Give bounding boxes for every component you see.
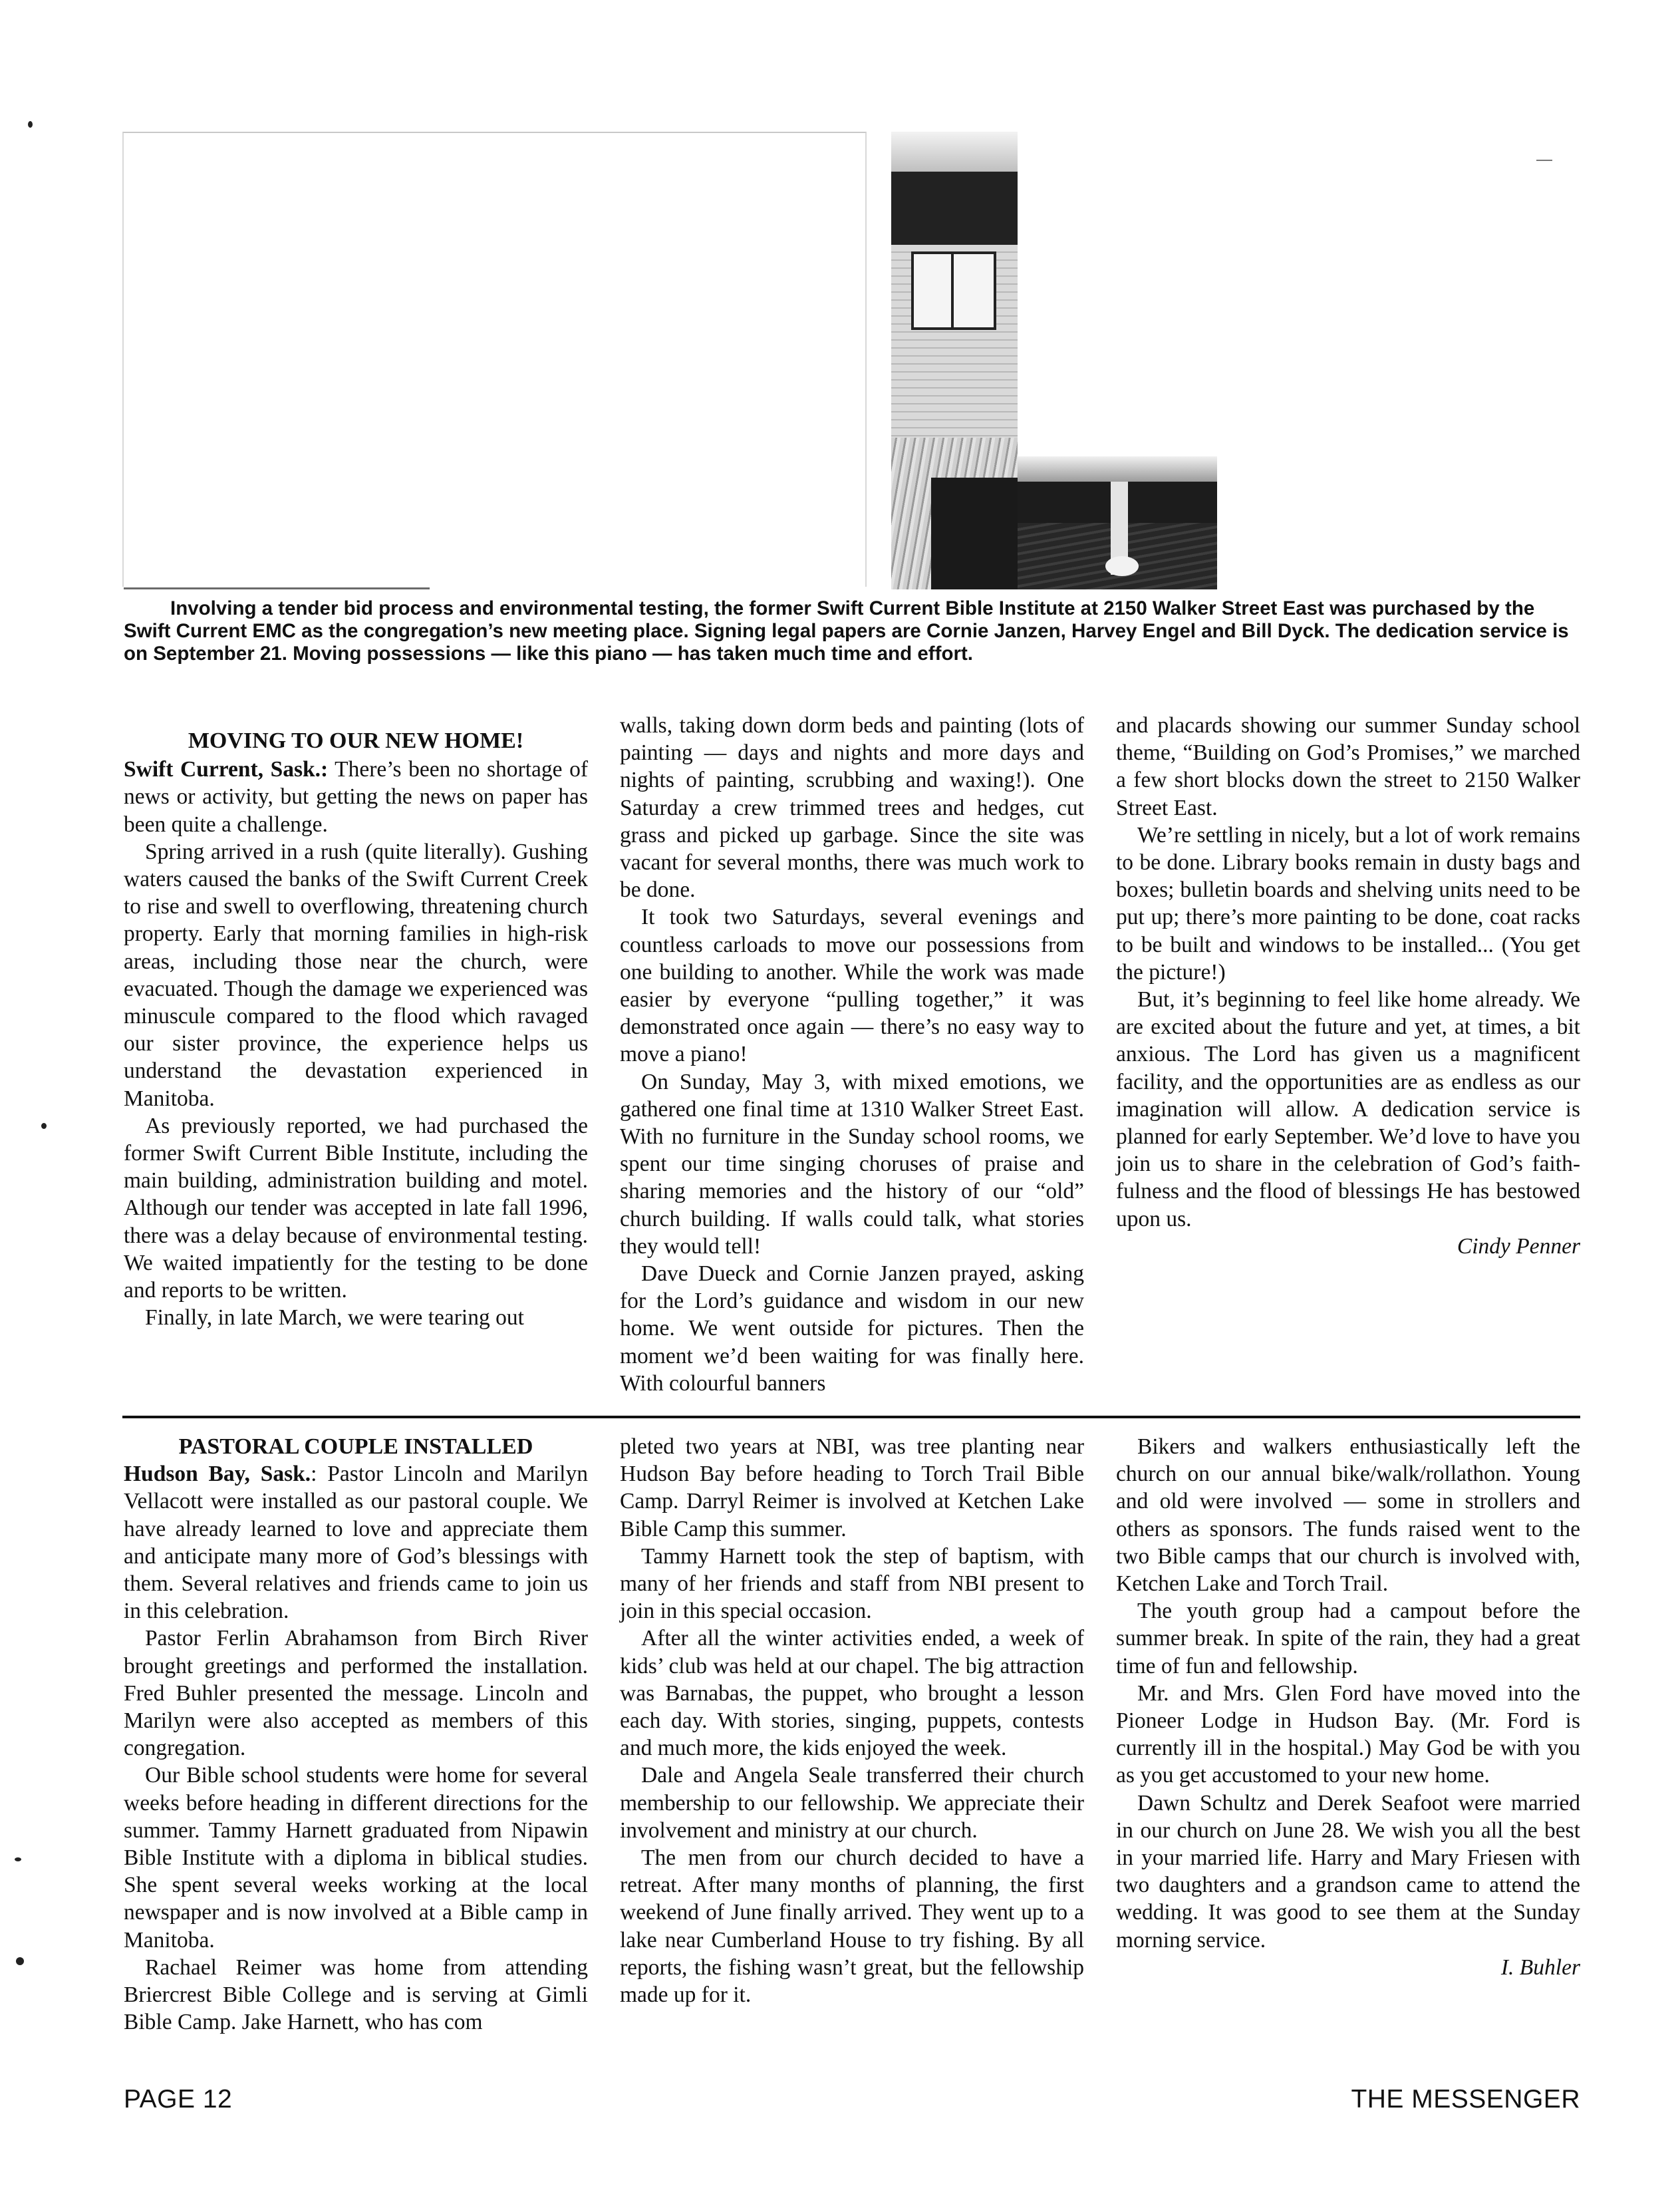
article2-paragraph: The youth group had a campout before the summer break. In spite of the rain, they had a great time of fun and fellowship.	[1116, 1599, 1580, 1678]
article2-headline: PASTORAL COUPLE INSTALLED	[178, 1434, 533, 1459]
article2-paragraph: Dawn Schultz and Derek Seafoot were married in our church on June 28. We wish you all the best in your married life. Harry and Mary Friesen with two daughters and a grandson came to attend the wedding. It was good to see them at the Sunday morning service.	[1116, 1790, 1580, 1953]
article2-lead-paragraph: Hudson Bay, Sask.: Pastor Lincoln and Marilyn Vellacott were installed as our pastoral couple. We have already learned to love and appreciate them and anticipate many more of God’s blessings with them. Several relatives and friends came to join us in this celebration.	[124, 1462, 588, 1624]
photo-base-line	[124, 587, 430, 589]
scan-speck	[16, 1957, 24, 1965]
article2-column-3	[1116, 1433, 1580, 1981]
article2-paragraph: Bikers and walkers enthusiastically left the church on our annual bike/walk/rollathon. Young and old were involved — some in strollers and others as sponsors. The funds raised went to the two Bible camps that our church is involved with, Ketchen Lake and Torch Trail.	[1116, 1434, 1580, 1597]
article-photo	[122, 132, 1579, 589]
article2-paragraph: pleted two years at NBI, was tree planting near Hudson Bay before heading to Torch Trail Bible Camp. Darryl Reimer is involved at Ketchen Lake Bible Camp this summer.	[620, 1434, 1084, 1541]
article2-paragraph: After all the winter activities ended, a week of kids’ club was held at our chapel. The big attraction was Barnabas, the puppet, who brought a lesson each day. With stories, singing, puppets, contests and much more, the kids enjoyed the week.	[620, 1626, 1084, 1761]
scan-speck	[41, 1123, 47, 1129]
article1-dateline: Swift Current, Sask.:	[124, 757, 329, 782]
article1-paragraph: On Sunday, May 3, with mixed emotions, we gathered one final time at 1310 Walker Street East. With no furniture in the Sunday school rooms, we spent our time singing choruses of praise and sharing memories and the history of our “old” church building. If walls could talk, what stories they would tell!	[620, 1069, 1084, 1259]
article1-column-1	[124, 727, 588, 1331]
article1-lead-paragraph: Swift Current, Sask.: There’s been no shortage of news or activity, but getting the news on paper has been quite a challenge.	[124, 757, 588, 837]
article1-paragraph: But, it’s beginning to feel like home already. We are excited about the future and yet, at times, a bit anxious. The Lord has given us a magnificent facility, and the opportunities are as endless as our imagination will allow. A dedication service is planned for early September. We’d love to have you join us to share in the celebration of God’s faithfulness and the flood of blessings He has bestowed upon us.	[1116, 987, 1580, 1231]
article1-paragraph: Finally, in late March, we were tearing out	[145, 1305, 524, 1331]
article1-paragraph: and placards showing our summer Sunday school theme, “Building on God’s Promises,” we marched a few short blocks down the street to 2150 Walker Street East.	[1116, 713, 1580, 820]
article2-column-1	[124, 1433, 588, 2036]
photo-caption: Involving a tender bid process and environmental testing, the former Swift Current Bible Institute at 2150 Walker Street East was purchased by the Swift Current EMC as the congregation’s new meeting place. Signing legal papers are Cornie Janzen, Harvey Engel and Bill Dyck. The dedication service is on September 21. Moving possessions — like this piano — has taken much time and effort.	[124, 597, 1569, 665]
article2-paragraph: The men from our church decided to have a retreat. After many months of planning, the first weekend of June finally arrived. They went up to a lake near Cumberland House to try fishing. By all reports, the fishing wasn’t great, but the fellowship made up for it.	[620, 1845, 1084, 2008]
building-window	[911, 251, 996, 330]
article2-paragraph: Our Bible school students were home for several weeks before heading in different directions for the summer. Tammy Harnett graduated from Nipawin Bible Institute with a diploma in biblical studies. She spent several weeks working at the local newspaper and is now involved at a Bible camp in Manitoba.	[124, 1763, 588, 1953]
article1-paragraph: It took two Saturdays, several evenings and countless carloads to move our possessions from one building to another. While the work was made easier by everyone “pulling together,” it was demonstrated once again — there’s no easy way to move a piano!	[620, 905, 1084, 1067]
article2-paragraph: Tammy Harnett took the step of baptism, with many of her friends and staff from NBI present to join in this special occasion.	[620, 1543, 1084, 1624]
photo-overexposed-area	[1018, 132, 1579, 456]
article1-paragraph: As previously reported, we had purchased the former Swift Current Bible Institute, including the main building, administration building and motel. Although our tender was accepted in late fall 1996, there was a delay because of environmental testing. We waited impatiently for the testing to be done and reports to be written.	[124, 1113, 588, 1303]
article2-column-2	[620, 1433, 1084, 2008]
article1-headline: MOVING TO OUR NEW HOME!	[188, 728, 524, 753]
article1-paragraph: Dave Dueck and Cornie Janzen prayed, asking for the Lord’s guidance and wisdom in our new home. We went outside for pictures. Then the moment we’d been waiting for was finally here. With colourful banners	[620, 1261, 1084, 1396]
article2-dateline: Hudson Bay, Sask.	[124, 1462, 311, 1487]
section-divider	[122, 1416, 1580, 1418]
page-number: PAGE 12	[124, 2085, 233, 2114]
article1-paragraph: We’re settling in nicely, but a lot of work remains to be done. Library books remain in dusty bags and boxes; bulletin boards and shelving units need to be put up; there’s more painting to be done, coat racks to be built and windows to be installed... (You get the picture!)	[1116, 822, 1580, 985]
article1-paragraph: walls, taking down dorm beds and painting (lots of painting — days and nights and more days and nights of painting, scrubbing and waxing!). One Saturday a crew trimmed trees and hedges, cut grass and picked up garbage. Since the site was vacant for several months, there was much work to be done.	[620, 713, 1084, 903]
photo-building-strip	[891, 132, 1018, 589]
article2-paragraph: Dale and Angela Seale transferred their church membership to our fellowship. We appreciate their involvement and ministry at our church.	[620, 1763, 1084, 1843]
article1-paragraph: Spring arrived in a rush (quite literally). Gushing waters caused the banks of the Swift Current Creek to rise and swell to overflowing, threatening church property. Early that morning families in high-risk areas, including those near the church, were evacuated. Though the damage we experienced was minuscule compared to the flood which ravaged our sister province, the experience helps us understand the devastation experienced in Manitoba.	[124, 839, 588, 1111]
publication-name: THE MESSENGER	[1351, 2085, 1580, 2114]
photo-blank-panel	[122, 132, 867, 587]
photo-piano-moving	[891, 132, 1579, 589]
article1-column-2	[620, 712, 1084, 1397]
article2-signature: I. Buhler	[1500, 1955, 1580, 1980]
article1-column-3	[1116, 712, 1580, 1260]
photo-piano-and-mover	[1018, 456, 1217, 589]
article1-signature: Cindy Penner	[1457, 1233, 1580, 1259]
article2-paragraph: Rachael Reimer was home from attending Briercrest Bible College and is serving at Gimli Bible Camp. Jake Harnett, who has com	[124, 1955, 588, 2035]
scan-speck	[28, 121, 33, 128]
scan-speck	[15, 1857, 21, 1861]
article2-paragraph: Mr. and Mrs. Glen Ford have moved into the Pioneer Lodge in Hudson Bay. (Mr. Ford is currently ill in the hospital.) May God be with you as you get accustomed to your new home.	[1116, 1680, 1580, 1788]
article2-paragraph: Pastor Ferlin Abrahamson from Birch River brought greetings and performed the installation. Fred Buhler presented the message. Lincoln and Marilyn were also accepted as members of this congregation.	[124, 1626, 588, 1761]
